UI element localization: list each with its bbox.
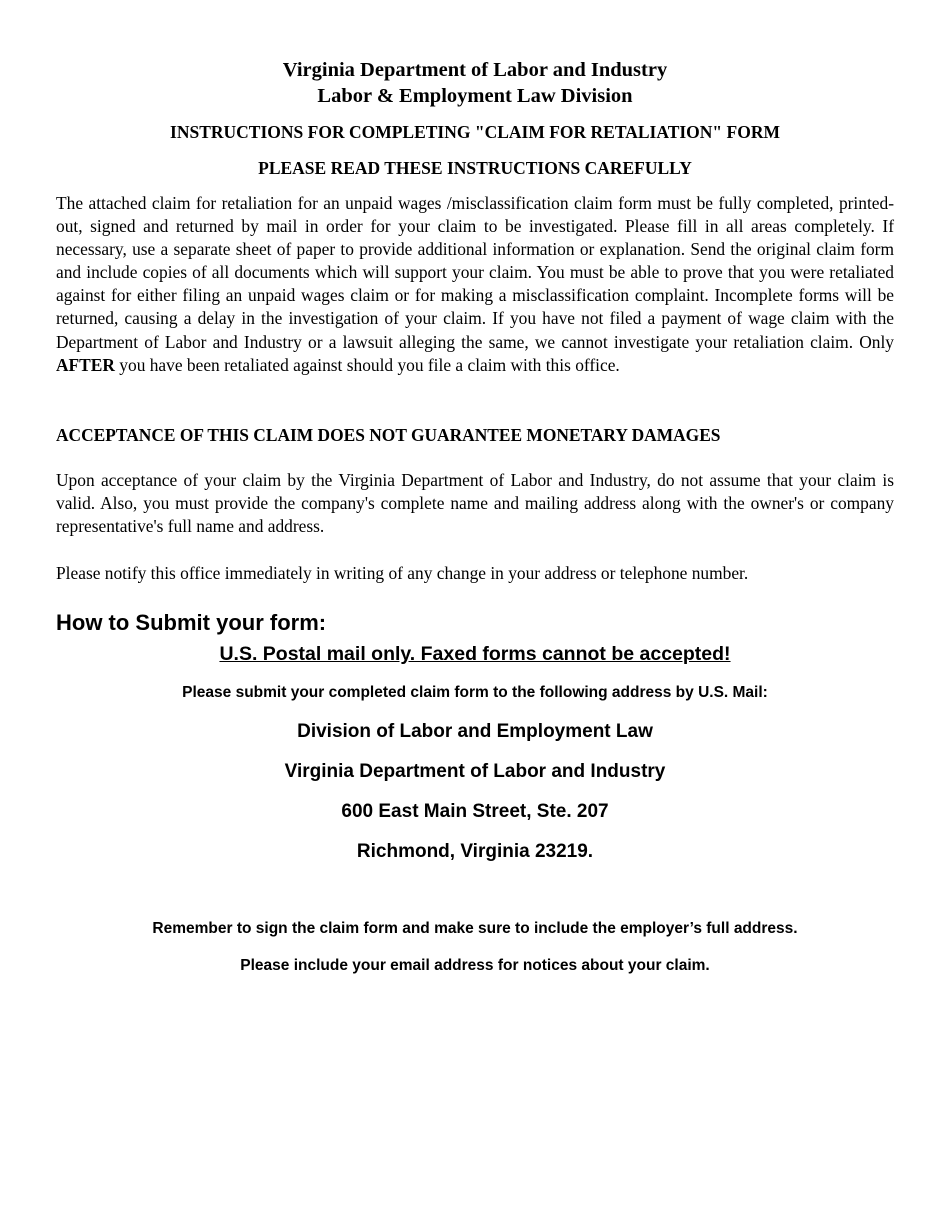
read-carefully-notice: PLEASE READ THESE INSTRUCTIONS CAREFULLY <box>258 158 692 178</box>
address-line-department: Virginia Department of Labor and Industry <box>284 761 666 782</box>
address-line-city: Richmond, Virginia 23219. <box>356 841 594 862</box>
reminder-sign-form: Remember to sign the claim form and make sure to include the employer’s full address. <box>152 920 798 937</box>
submit-heading: How to Submit your form: <box>56 610 327 635</box>
reminder-email: Please include your email address for notices about your claim. <box>240 957 710 974</box>
address-line-street: 600 East Main Street, Ste. 207 <box>341 801 609 822</box>
acceptance-paragraph: Upon acceptance of your claim by the Virginia Department of Labor and Industry, do not assume that your claim is valid. Also, you must provide the company's complete name and mailing address along with the owner's or company representative's full name and address. <box>56 470 894 537</box>
submit-instruction: Please submit your completed claim form to the following address by U.S. Mail: <box>182 684 768 701</box>
main-paragraph-emphasis: AFTER <box>56 354 115 375</box>
agency-title: Virginia Department of Labor and Industry <box>282 59 668 81</box>
main-paragraph-text-end: you have been retaliated against should you file a claim with this office. <box>114 354 620 375</box>
division-title: Labor & Employment Law Division <box>317 85 633 107</box>
notify-paragraph: Please notify this office immediately in writing of any change in your address or telephone number. <box>56 563 749 583</box>
acceptance-heading: ACCEPTANCE OF THIS CLAIM DOES NOT GUARANTEE MONETARY DAMAGES <box>56 425 721 445</box>
document-header <box>0 57 950 109</box>
main-paragraph-text-start: The attached claim for retaliation for an unpaid wages /misclassification claim form must be fully completed, printed-out, signed and returned by mail in order for your claim to be investigated. Please fill in all areas completely. If necessary, use a separate sheet of paper to provide additional information or explanation. Send the original claim form and include copies of all documents which will support your claim. You must be able to prove that you were retaliated against for either filing an unpaid wages claim or for making a misclassification complaint. Incomplete forms will be returned, causing a delay in the investigation of your claim. If you have not filed a payment of wage claim with the Department of Labor and Industry or a lawsuit alleging the same, we cannot investigate your retaliation claim. Only <box>56 193 894 352</box>
postal-only-notice: U.S. Postal mail only. Faxed forms cannot be accepted! <box>219 643 731 665</box>
address-line-division: Division of Labor and Employment Law <box>297 721 653 742</box>
main-instructions-paragraph <box>56 192 894 377</box>
instructions-title: INSTRUCTIONS FOR COMPLETING "CLAIM FOR RETALIATION" FORM <box>170 122 780 142</box>
